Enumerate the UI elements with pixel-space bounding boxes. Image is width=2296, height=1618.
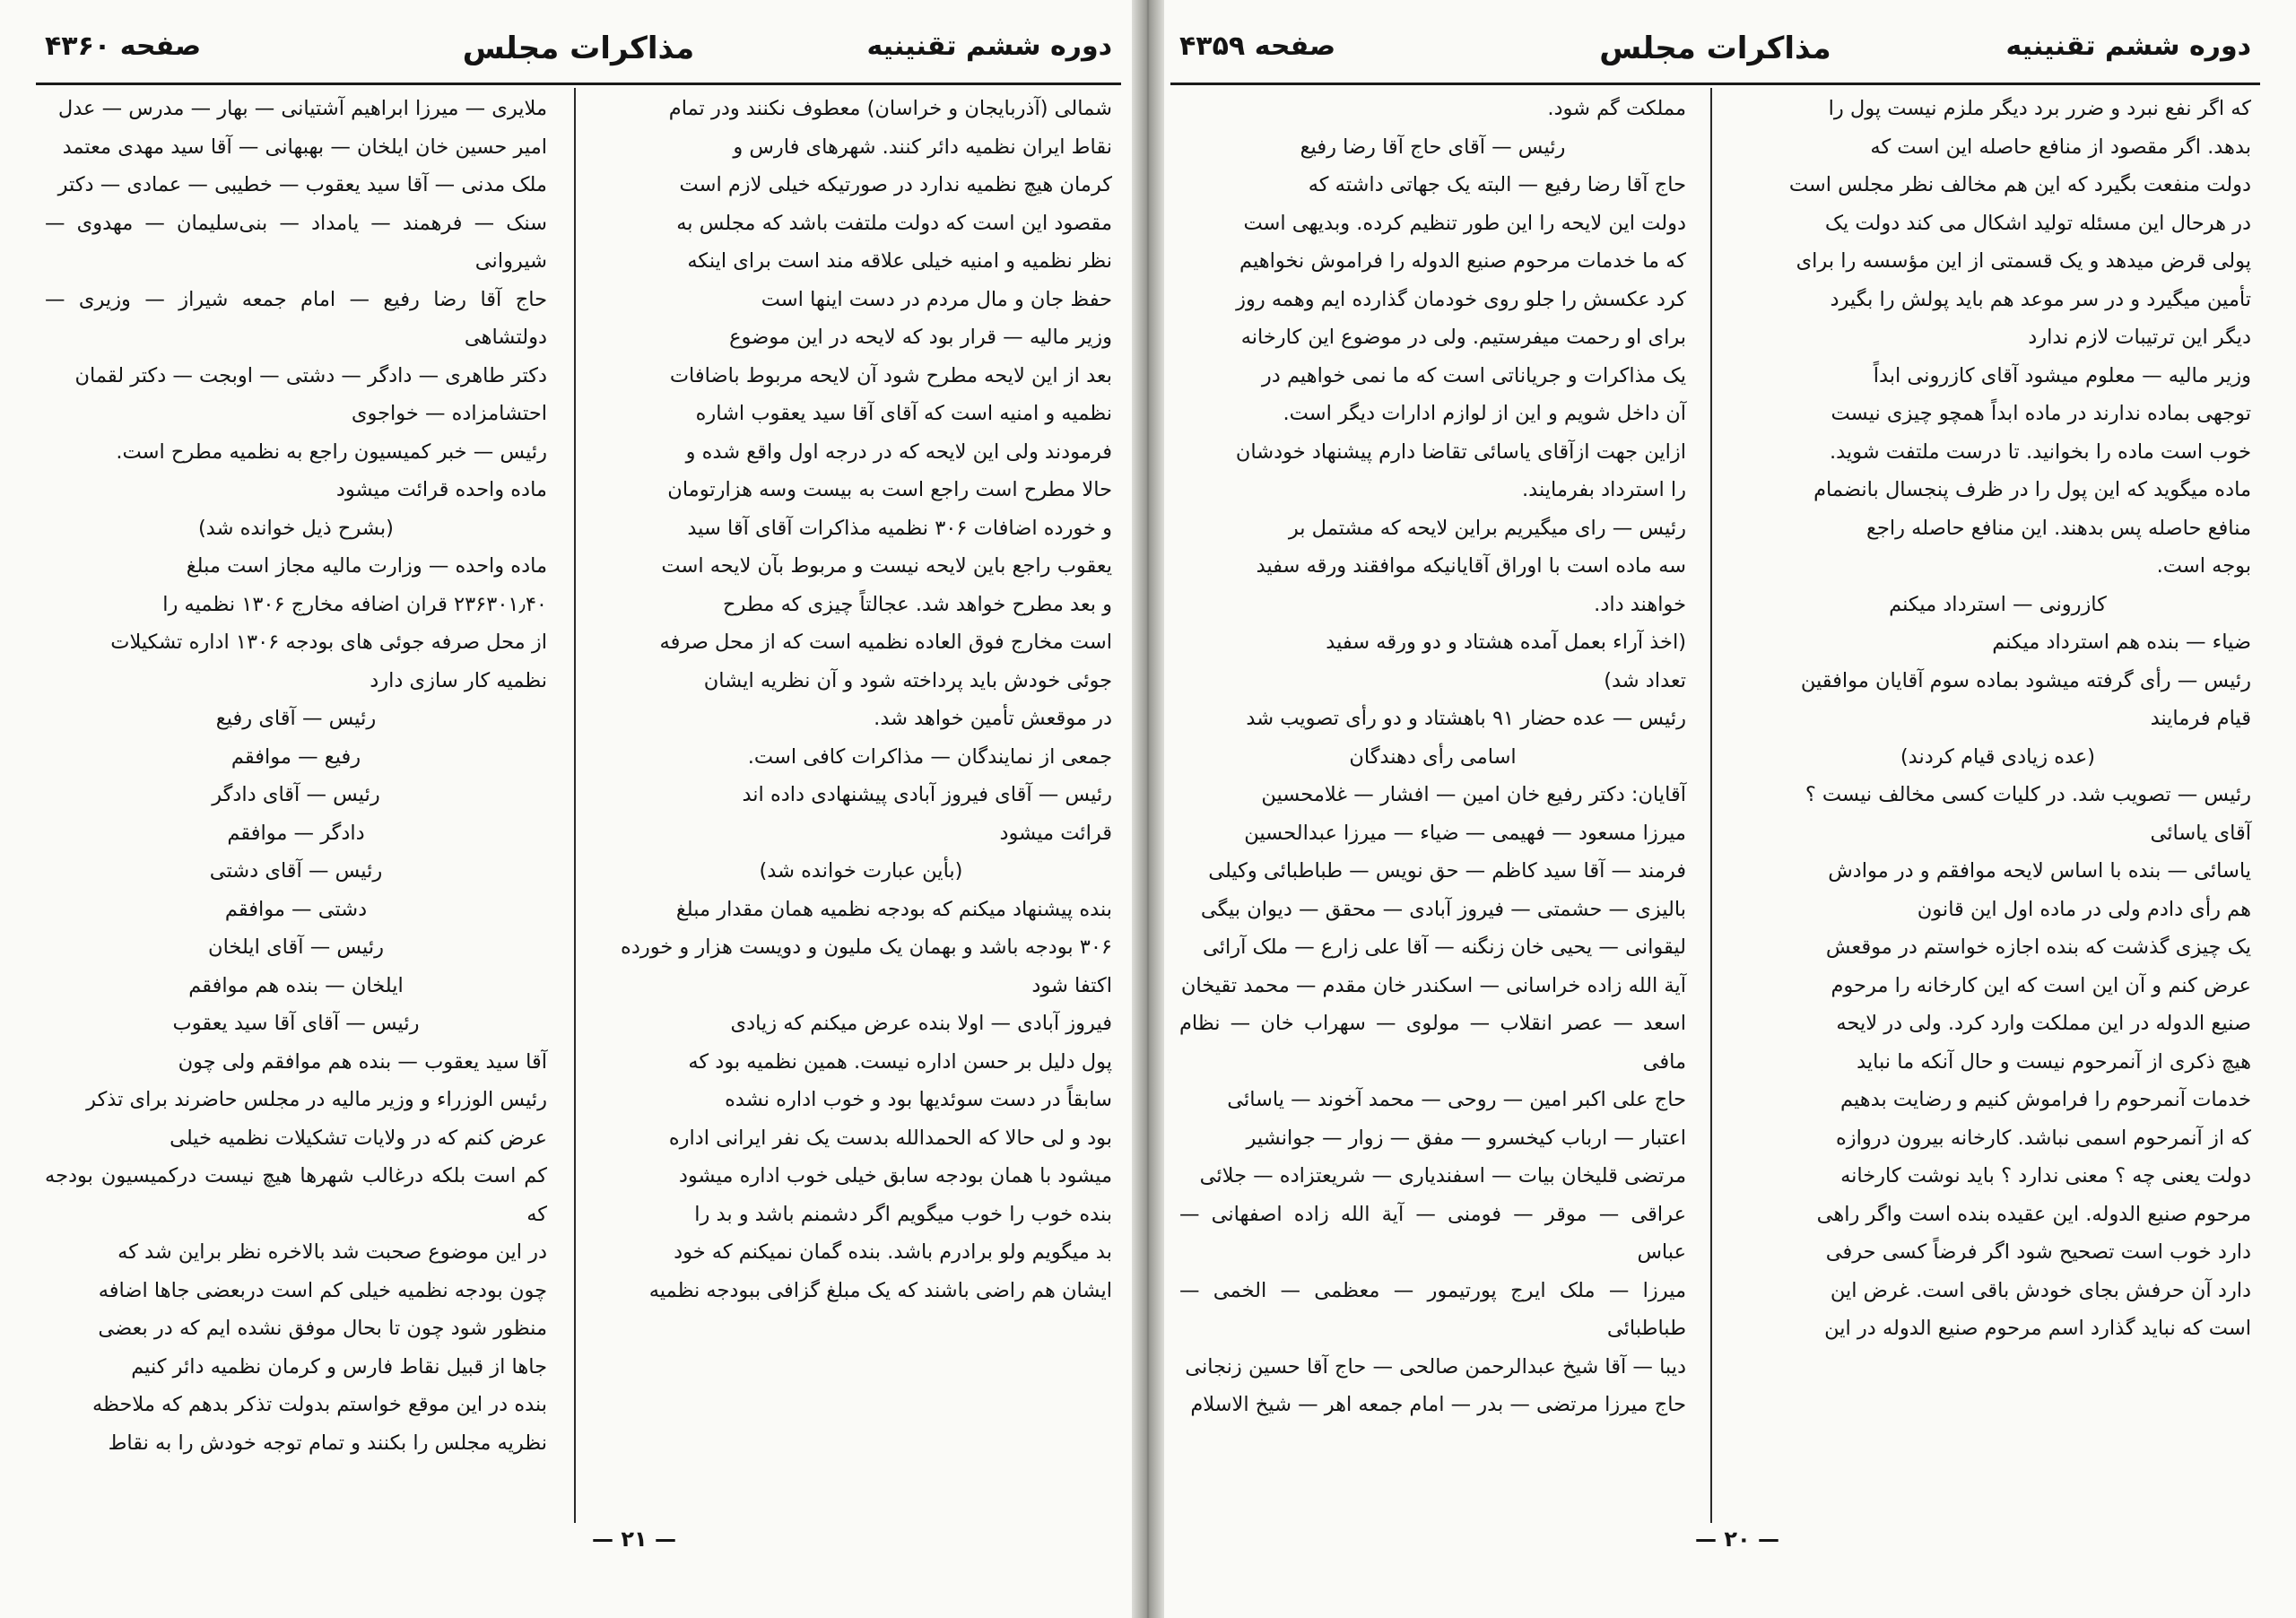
text-line: و بعد مطرح خواهد شد. عجالتاً چیزی که مطرح [723,592,1112,616]
text-line: مرتضی قلیخان بیات — اسفندیاری — شریعتزاده — جلائی [1199,1164,1686,1187]
text-line: نظریه مجلس را بکنند و تمام توجه خودش را به نقاط [108,1431,547,1455]
text-line: رئیس — عده حضار ۹۱ باهشتاد و دو رأی تصویب شد [1246,707,1686,730]
text-line: توجهی بماده ندارند در ماده ابداً همچو چیزی نیست [1831,402,2251,425]
text-line: حاج آقا رضا رفیع — البته یک جهاتی داشته که [1308,173,1686,196]
text-line: از محل صرفه جوئی های بودجه ۱۳۰۶ اداره تشکیلات [110,631,547,654]
text-line: جوئی خودش باید پرداخته شود و آن نظریه ایشان [703,668,1112,692]
text-line: ماده واحده — وزارت مالیه مجاز است مبلغ [186,554,547,578]
centered-note: (بشرح ذیل خوانده شد) [198,516,394,540]
text-line: پول دلیل بر حسن اداره نیست. همین نظمیه بود که [688,1049,1112,1074]
text-line: جمعی از نمایندگان — مذاکرات کافی است. [747,744,1112,769]
text-line: آقایان: دکتر رفیع خان امین — افشار — غلامحسین [1261,783,1686,806]
text-line: ملایری — میرزا ابراهیم آشتیانی — بهار — مدرس — عدل [57,97,547,120]
text-line: منافع حاصله پس بدهند. این منافع حاصله راجع [1866,516,2251,540]
text-line: در این موضوع صحبت شد بالاخره نظر براین شد که [117,1240,547,1264]
text-line: رئیس — رای میگیریم براین لایحه که مشتمل بر [1288,516,1686,540]
text-line: میشود با همان بودجه سابق خیلی خوب اداره میشود [678,1164,1112,1187]
text-line: نظمیه کار سازی دارد [370,668,547,692]
text-line: وزیر مالیه — قرار بود که لایحه در این موضوع [729,326,1112,349]
text-line: مقصود این است که دولت ملتفت باشد که مجلس به [676,211,1112,235]
section-heading: اسامی رأی دهندگان [1349,744,1517,769]
text-line: دولت منفعت بگیرد که این هم مخالف نظر مجلس است [1788,173,2251,196]
text-line: است که نباید گذارد اسم مرحوم صنیع الدوله در این [1824,1317,2251,1340]
text-line: نظر نظمیه و امنیه خیلی علاقه مند است برای اینکه [687,249,1112,273]
page-footer-number: — ۲۱ — [592,1527,677,1552]
text-line: آقای یاسائی [2150,821,2251,845]
text-line: رئیس — آقای فیروز آبادی پیشنهادی داده اند [742,783,1112,806]
text-line: ۲۳۶۳۰۱٫۴۰ قران اضافه مخارج ۱۳۰۶ نظمیه را [162,592,547,616]
text-line: آقا سید یعقوب — بنده هم موافقم ولی چون [178,1049,547,1074]
text-line: دارد آن حرفش بجای خودش باقی است. غرض این [1830,1278,2251,1302]
right-page [1170,0,2260,1618]
text-line: بعد از این لایحه مطرح شود آن لایحه مربوط باضافات [669,363,1112,387]
right-page-column-right [1744,90,2251,1525]
text-line: و خورده اضافات ۳۰۶ نظمیه مذاکرات آقای آقا سید [687,516,1112,540]
speaker-line: دادگر — موافقم [227,821,365,845]
page-footer-number: — ۲۰ — [1695,1527,1780,1552]
text-line: بنده خوب را خوب میگویم اگر دشمنم باشد و بد را [694,1202,1112,1226]
text-line: بنده در این موقع خواستم بدولت تذکر بدهم که ملاحظه [91,1393,547,1416]
text-line: سه ماده است با اوراق آقایانیکه موافقند ورقه سفید [1256,554,1686,578]
left-page-header [36,20,1121,85]
session-label: دوره ششم تقنینیه [866,30,1112,62]
text-line: احتشامزاده — خواجوی [351,402,547,425]
left-page-column-left [45,90,547,1525]
text-line: دولت این لایحه را این طور تنظیم کرده. وبدیهی است [1243,211,1686,235]
text-line: حفظ جان و مال مردم در دست اینها است [761,287,1112,311]
text-line: آیة الله زاده خراسانی — اسکندر خان مقدم — محمد تقیخان [1180,973,1686,997]
text-line: ازاین جهت ازآقای یاسائی تقاضا دارم پیشنهاد خودشان [1235,439,1686,464]
text-line: فرمند — آقا سید کاظم — حق نویس — طباطبائی وکیلی [1208,859,1686,883]
page-number: صفحه ۴۳۶۰ [45,30,202,62]
left-page-column-right [610,90,1112,1525]
text-line: ملک مدنی — آقا سید یعقوب — خطیبی — عمادی — دکتر [57,173,547,196]
text-line: اسعد — عصر انقلاب — مولوی — سهراب خان — نظام مافی [1179,1012,1686,1074]
text-line: نقاط ایران نظمیه دائر کنند. شهرهای فارس و [733,135,1112,159]
speaker-line: رئیس — آقای دشتی [209,859,383,883]
text-line: نظمیه و امنیه است که آقای آقا سید یعقوب اشاره [695,402,1112,425]
speaker-line: رئیس — آقای رفیع [215,707,377,730]
text-line: سنک — فرهمند — یامداد — بنی‌سلیمان — مهدوی — شیروانی [45,211,547,273]
running-title: مذاکرات مجلس [1599,30,1831,66]
text-line: رئیس الوزراء و وزیر مالیه در مجلس حاضرند برای تذکر [86,1088,547,1111]
text-line: سابقاً در دست سوئدیها بود و خوب اداره نشده [725,1088,1112,1111]
speaker-line: رئیس — آقای آقا سید یعقوب [172,1012,420,1035]
text-line: رئیس — تصویب شد. در کلیات کسی مخالف نیست ؟ [1805,783,2251,806]
text-line: وزیر مالیه — معلوم میشود آقای کازرونی ابداً [1873,363,2251,387]
text-line: بوجه است. [2156,554,2251,578]
text-line: فیروز آبادی — اولا بنده عرض میکنم که زیادی [730,1012,1112,1035]
text-line: که ما خدمات مرحوم صنیع الدوله را فراموش نخواهیم [1239,249,1686,273]
book-gutter [1132,0,1164,1618]
text-line: یک چیزی گذشت که بنده اجازه خواستم در موقعش [1825,935,2251,959]
text-line: قیام فرمایند [2150,707,2251,730]
column-divider [1710,88,1712,1523]
text-line: اکتفا شود [1031,973,1112,997]
speaker-line: دشتی — موافقم [224,897,368,921]
text-line: که اگر نفع نبرد و ضرر برد دیگر ملزم نیست پول را [1828,97,2251,120]
session-label: دوره ششم تقنینیه [2005,30,2251,62]
speaker-line: کازرونی — استرداد میکنم [1889,592,2107,616]
text-line: کرمان هیچ نظمیه ندارد در صورتیکه خیلی لازم است [679,173,1112,196]
text-line: هیچ ذکری از آنمرحوم نیست و حال آنکه ما نباید [1857,1049,2251,1074]
text-line: یک مذاکرات و جریاناتی است که ما نمی خواهیم در [1261,363,1686,387]
text-line: چون بودجه نظمیه خیلی کم است دربعضی جاها اضافه [98,1278,547,1302]
text-line: یاسائی — بنده با اساس لایحه موافقم و در موادش [1828,859,2251,883]
text-line: قرائت میشود [999,821,1112,845]
page-number: صفحه ۴۳۵۹ [1179,30,1336,62]
right-page-column-left [1179,90,1686,1525]
text-line: دیبا — آقا شیخ عبدالرحمن صالحی — حاج آقا حسین زنجانی [1185,1354,1686,1379]
text-line: مملکت گم شود. [1547,97,1686,120]
text-line: بد میگویم ولو برادرم باشد. بنده گمان نمیکنم که خود [674,1240,1112,1264]
speaker-line: رفیع — موافقم [230,744,361,769]
text-line: حاج علی اکبر امین — روحی — محمد آخوند — یاسائی [1227,1088,1686,1111]
text-line: در موقعش تأمین خواهد شد. [874,707,1112,730]
text-line: دولت یعنی چه ؟ معنی ندارد ؟ باید نوشت کارخانه [1840,1164,2251,1187]
centered-note: (بأين عبارت خوانده شد) [759,859,963,883]
text-line: ۳۰۶ بودجه باشد و بهمان یک ملیون و دویست هزار و خورده [621,935,1112,959]
text-line: حالا مطرح است راجع است به بیست وسه هزارتومان [667,478,1112,501]
text-line: ماده میگوید که این پول را در ظرف پنجسال بانضمام [1813,478,2251,501]
text-line: خوب است ماده را بخوانید. تا درست ملتفت شوید. [1829,439,2251,464]
text-line: یعقوب راجع باین لایحه نیست و مربوط بآن لایحه است [661,554,1112,578]
text-line: ماده واحده قرائت میشود [335,478,547,501]
text-line: (اخذ آراء بعمل آمده هشتاد و دو ورقه سفید [1326,631,1686,654]
speaker-line: رئیس — آقای ایلخان [208,935,384,959]
text-line: لیقوانی — یحیی خان زنگنه — آقا علی زارع — ملک آرائی [1202,935,1686,959]
text-line: بدهد. اگر مقصود از منافع حاصله این است که [1870,135,2251,159]
text-line: هم رأی دادم ولی در ماده اول این قانون [1917,897,2251,921]
text-line: شمالی (آذربایجان و خراسان) معطوف نکنند ودر تمام [668,97,1112,120]
text-line: عرض کنم و آن این است که این کارخانه را مرحوم [1831,973,2251,997]
text-line: آن داخل شویم و این از لوازم ادارات دیگر است. [1283,402,1686,425]
text-line: حاج آقا رضا رفیع — امام جمعه شیراز — وزیری — دولتشاهی [45,287,547,349]
text-line: جاها از قبیل نقاط فارس و کرمان نظمیه دائر کنیم [131,1354,547,1379]
text-line: است مخارج فوق العاده نظمیه است که از محل صرفه [659,631,1112,654]
text-line: صنیع الدوله در این مملکت وارد کرد. ولی در لایحه [1836,1012,2251,1035]
text-line: حاج میرزا مرتضی — بدر — امام جمعه اهر — شیخ الاسلام [1190,1393,1686,1416]
speaker-line: رئیس — آقای دادگر [212,783,380,806]
text-line: که از آنمرحوم اسمی نباشد. کارخانه بیرون دروازه [1836,1126,2251,1150]
text-line: رئیس — رأی گرفته میشود بماده سوم آقایان موافقین [1800,668,2251,692]
text-line: را استرداد بفرمایند. [1522,478,1686,501]
text-line: خواهند داد. [1594,592,1686,616]
text-line: تعداد شد) [1604,668,1686,692]
text-line: بالیزی — حشمتی — فیروز آبادی — محقق — دیوان بیگی [1200,897,1686,921]
text-line: بنده پیشنهاد میکنم که بودجه نظمیه همان مقدار مبلغ [675,897,1112,921]
left-page [36,0,1121,1618]
text-line: بود و لی حالا که الحمدالله بدست یک نفر ایرانی اداره [668,1126,1112,1150]
text-line: پولی قرض میدهد و یک قسمتی از این مؤسسه را برای [1796,249,2251,273]
text-line: عراقی — موقر — فومنی — آیة الله زاده اصفهانی — عباس [1179,1202,1686,1264]
text-line: منظور شود چون تا بحال موفق نشده ایم که در بعضی [98,1317,547,1340]
text-line: اعتبار — ارباب کیخسرو — مفق — زوار — جوانشیر [1246,1126,1686,1150]
text-line: دکتر طاهری — دادگر — دشتی — اوبجت — دکتر لقمان [74,363,547,387]
centered-note: (عده زیادی قیام کردند) [1900,744,2096,769]
text-line: میرزا مسعود — فهیمی — ضیاء — میرزا عبدالحسین [1244,821,1686,845]
text-line: امیر حسین خان ایلخان — بهبهانی — آقا سید مهدی معتمد [62,135,547,159]
text-line: تأمین میگیرد و در سر موعد هم باید پولش را بگیرد [1830,287,2251,311]
right-page-header [1170,20,2260,85]
column-divider [574,88,576,1523]
text-line: کم است بلکه درغالب شهرها هیچ نیست درکمیسیون بودجه که [45,1164,547,1226]
speaker-line: ایلخان — بنده هم موافقم [188,973,404,997]
speaker-line: رئیس — آقای حاج آقا رضا رفیع [1300,135,1566,159]
text-line: رئیس — خبر کمیسیون راجع به نظمیه مطرح است. [116,439,547,464]
text-line: میرزا — ملک ایرج پورتیمور — معظمی — الخمی — طباطبائی [1179,1278,1686,1340]
text-line: در هرحال این مسئله تولید اشکال می کند دولت یک [1824,211,2251,235]
text-line: برای او رحمت میفرستیم. ولی در موضوع این کارخانه [1240,326,1686,349]
text-line: کرد عکسش را جلو روی خودمان گذارده ایم وهمه روز [1236,287,1686,311]
text-line: ضیاء — بنده هم استرداد میکنم [1992,631,2251,654]
text-line: ایشان هم راضی باشند که یک مبلغ گزافی ببودجه نظمیه [648,1278,1112,1302]
text-line: عرض کنم که در ولایات تشکیلات نظمیه خیلی [170,1126,547,1150]
text-line: فرمودند ولی این لایحه که در درجه اول واقع شده و [685,439,1112,464]
text-line: مرحوم صنیع الدوله. این عقیده بنده است واگر راهی [1816,1202,2251,1226]
text-line: دیگر این ترتیبات لازم ندارد [2028,326,2251,349]
text-line: خدمات آنمرحوم را فراموش کنیم و رضایت بدهیم [1840,1088,2251,1111]
running-title: مذاکرات مجلس [462,30,695,66]
text-line: دارد خوب است تصحیح شود اگر فرضاً کسی حرفی [1825,1240,2251,1264]
